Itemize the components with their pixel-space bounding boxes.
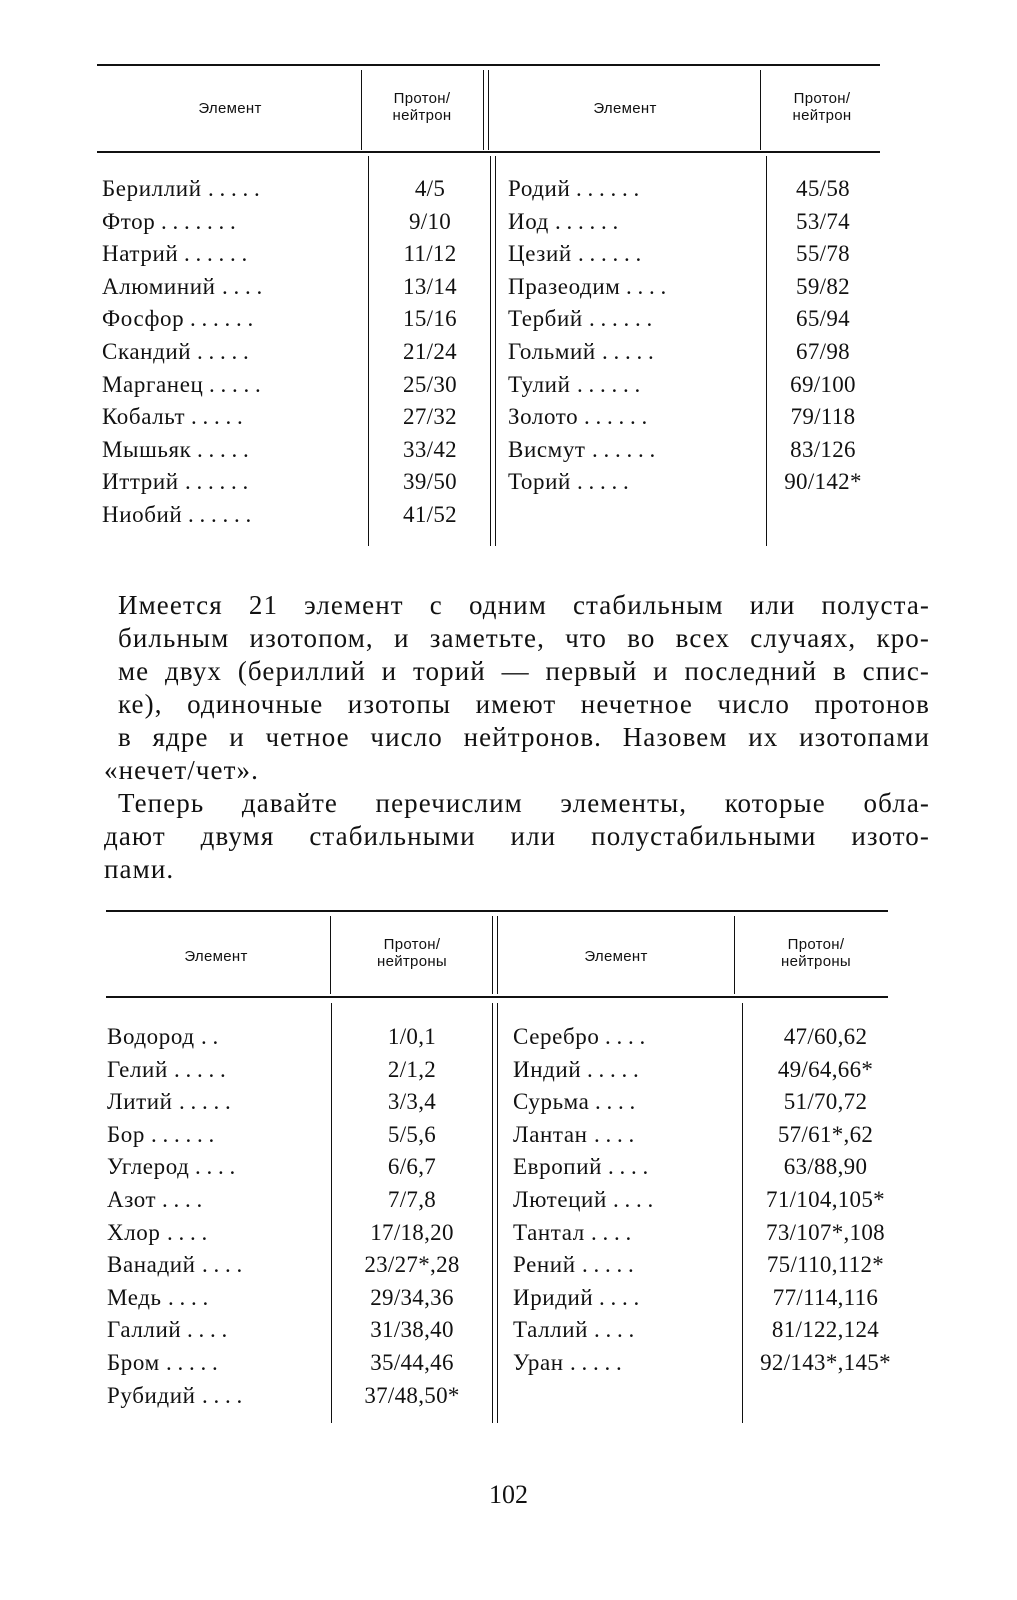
element-name: Тербий — [508, 306, 583, 332]
element-name: Медь — [107, 1284, 162, 1310]
proton-neutron-value: 5/5,6 — [387, 1121, 437, 1147]
leader-dots: . . . . . . — [584, 404, 648, 430]
table-row — [107, 1380, 492, 1413]
text-line: «нечет/чет». — [104, 755, 259, 785]
element-name: Фосфор — [102, 306, 185, 332]
element-name: Таллий — [513, 1317, 589, 1343]
table-row — [107, 1347, 492, 1380]
leader-dots: . . . . . . — [578, 241, 642, 267]
element-name: Уран — [513, 1349, 564, 1375]
leader-dots: . . . . — [202, 1382, 243, 1408]
leader-dots: . . . . — [594, 1317, 635, 1343]
element-name: Литий — [107, 1089, 173, 1115]
text-line: Теперь давайте перечислим элементы, которые обла- — [118, 788, 930, 818]
table-row — [107, 1054, 492, 1087]
element-name: Серебро — [513, 1024, 600, 1049]
leader-dots: . . . . . — [209, 371, 261, 397]
leader-dots: . . . . . . . — [161, 208, 236, 234]
proton-neutron-value: 21/24 — [403, 338, 457, 364]
leader-dots: . . . . . — [602, 338, 654, 364]
leader-dots: . . . . — [167, 1219, 208, 1245]
leader-dots: . . . . . . — [190, 306, 254, 332]
table-row — [513, 1347, 913, 1380]
proton-neutron-value: 55/78 — [796, 241, 850, 267]
element-name: Гольмий — [508, 338, 596, 364]
column-header-element: Элемент — [584, 947, 648, 965]
leader-dots: . . . . — [222, 273, 263, 299]
leader-dots: . . . . . . — [577, 371, 641, 397]
leader-dots: . . . . — [613, 1186, 654, 1212]
leader-dots: . . . . — [202, 1252, 243, 1278]
column-header-ratio: Протон/ нейтроны — [376, 936, 448, 970]
proton-neutron-value: 83/126 — [790, 436, 856, 462]
leader-dots: . . . . — [195, 1154, 236, 1180]
proton-neutron-value: 7/7,8 — [387, 1186, 437, 1212]
element-name: Марганец — [102, 371, 204, 397]
proton-neutron-value: 4/5 — [414, 176, 446, 201]
proton-neutron-value: 29/34,36 — [370, 1284, 454, 1310]
proton-neutron-value: 3/3,4 — [387, 1089, 437, 1115]
element-name: Лютеций — [513, 1186, 607, 1212]
element-name: Бор — [107, 1121, 146, 1147]
element-name: Бериллий — [102, 176, 202, 201]
proton-neutron-value: 11/12 — [403, 241, 457, 267]
leader-dots: . . . . . . — [185, 469, 249, 495]
leader-dots: . . . . . — [577, 469, 629, 495]
table-row — [107, 1151, 492, 1184]
table-left-rows — [107, 1021, 492, 1412]
leader-dots: . . . . . — [174, 1056, 226, 1082]
proton-neutron-value: 17/18,20 — [370, 1219, 454, 1245]
table-top-rule — [106, 910, 888, 912]
leader-dots: . . . . . . — [589, 306, 653, 332]
proton-neutron-value: 77/114,116 — [772, 1284, 879, 1310]
element-name: Висмут — [508, 436, 586, 462]
leader-dots: . . . . . . — [576, 176, 640, 201]
table-row — [107, 1086, 492, 1119]
leader-dots: . . . . . — [166, 1349, 218, 1375]
table-row — [513, 1086, 913, 1119]
proton-neutron-value: 53/74 — [796, 208, 850, 234]
proton-neutron-value: 63/88,90 — [783, 1154, 868, 1180]
table-row — [513, 1314, 913, 1347]
element-name: Азот — [107, 1186, 157, 1212]
table-row — [107, 1314, 492, 1347]
leader-dots: . . . . . — [191, 404, 243, 430]
leader-dots: . . . . — [595, 1089, 636, 1115]
table-row — [513, 1184, 913, 1217]
element-name: Галлий — [107, 1317, 182, 1343]
element-name: Алюминий — [102, 273, 216, 299]
element-name: Рубидий — [107, 1382, 196, 1408]
table-row — [513, 1151, 913, 1184]
proton-neutron-value: 73/107*,108 — [766, 1219, 885, 1245]
leader-dots: . . . . — [594, 1121, 635, 1147]
leader-dots: . . . . . . — [592, 436, 656, 462]
element-name: Углерод — [107, 1154, 190, 1180]
leader-dots: . . — [201, 1024, 219, 1049]
column-divider — [734, 916, 735, 994]
table-header-rule — [106, 996, 888, 998]
proton-neutron-value: 57/61*,62 — [777, 1121, 874, 1147]
proton-neutron-value: 31/38,40 — [370, 1317, 454, 1343]
proton-neutron-value: 35/44,46 — [370, 1349, 454, 1375]
column-header-ratio: Протон/ нейтрон — [792, 90, 852, 124]
text-line: ке), одиночные изотопы имеют нечетное число протонов — [118, 689, 930, 719]
proton-neutron-value: 69/100 — [790, 371, 856, 397]
text-line: Имеется 21 элемент с одним стабильным или полуста- — [118, 590, 930, 620]
proton-neutron-value: 1/0,1 — [387, 1024, 437, 1049]
leader-dots: . . . . . . — [184, 241, 248, 267]
leader-dots: . . . . . — [197, 436, 249, 462]
proton-neutron-value: 90/142* — [784, 469, 862, 495]
page-number: 102 — [489, 1480, 528, 1509]
element-name: Водород — [107, 1024, 195, 1049]
element-name: Европий — [513, 1154, 603, 1180]
proton-neutron-value: 75/110,112* — [766, 1252, 885, 1278]
leader-dots: . . . . . — [570, 1349, 622, 1375]
column-divider — [330, 916, 331, 994]
proton-neutron-value: 59/82 — [796, 273, 850, 299]
element-name: Тулий — [508, 371, 571, 397]
leader-dots: . . . . . . — [188, 501, 252, 527]
table-row — [107, 1249, 492, 1282]
proton-neutron-value: 25/30 — [403, 371, 457, 397]
text-line: пами. — [104, 854, 175, 884]
element-name: Золото — [508, 404, 579, 430]
proton-neutron-value: 51/70,72 — [783, 1089, 868, 1115]
table-right-rows — [513, 1021, 913, 1380]
table-row — [107, 1184, 492, 1217]
table-row — [107, 1282, 492, 1315]
table-row — [107, 1119, 492, 1152]
leader-dots: . . . . . . — [555, 208, 619, 234]
element-name: Иридий — [513, 1284, 594, 1310]
table-row — [513, 1217, 913, 1250]
column-header-ratio: Протон/ нейтроны — [780, 936, 852, 970]
proton-neutron-value: 15/16 — [403, 306, 457, 332]
leader-dots: . . . . — [605, 1024, 646, 1049]
leader-dots: . . . . . — [587, 1056, 639, 1082]
element-name: Родий — [508, 176, 571, 201]
column-header-element: Элемент — [198, 99, 262, 117]
proton-neutron-value: 27/32 — [403, 404, 457, 430]
element-name: Торий — [508, 469, 571, 495]
leader-dots: . . . . — [187, 1317, 228, 1343]
element-name: Бром — [107, 1349, 160, 1375]
text-line: в ядре и четное число нейтронов. Назовем их изотопами — [118, 722, 930, 752]
proton-neutron-value: 71/104,105* — [766, 1186, 885, 1212]
proton-neutron-value: 37/48,50* — [364, 1382, 460, 1408]
table-row — [513, 1119, 913, 1152]
leader-dots: . . . . . — [208, 176, 260, 201]
proton-neutron-value: 13/14 — [403, 273, 457, 299]
element-name: Цезий — [508, 241, 572, 267]
proton-neutron-value: 67/98 — [796, 338, 850, 364]
leader-dots: . . . . — [168, 1284, 209, 1310]
table-row — [513, 1054, 913, 1087]
proton-neutron-value: 23/27*,28 — [364, 1252, 460, 1278]
element-name: Сурьма — [513, 1089, 590, 1115]
element-name: Хлор — [107, 1219, 161, 1245]
proton-neutron-value: 92/143*,145* — [760, 1349, 891, 1375]
element-name: Фтор — [102, 208, 156, 234]
element-name: Празеодим — [508, 273, 621, 299]
text-line: ме двух (бериллий и торий — первый и последний в спис- — [118, 656, 930, 686]
element-name: Мышьяк — [102, 436, 192, 462]
leader-dots: . . . . — [599, 1284, 640, 1310]
column-header-element: Элемент — [593, 99, 657, 117]
element-name: Индий — [513, 1056, 582, 1082]
element-name: Натрий — [102, 241, 179, 267]
proton-neutron-value: 9/10 — [408, 208, 452, 234]
element-name: Рений — [513, 1252, 576, 1278]
column-divider-double — [492, 1003, 498, 1423]
proton-neutron-value: 2/1,2 — [387, 1056, 437, 1082]
element-name: Ниобий — [102, 501, 183, 527]
proton-neutron-value: 45/58 — [796, 176, 850, 201]
column-header-ratio: Протон/ нейтрон — [392, 90, 452, 124]
table-row — [513, 1282, 913, 1315]
element-name: Ванадий — [107, 1252, 196, 1278]
element-name: Лантан — [513, 1121, 588, 1147]
proton-neutron-value: 49/64,66* — [777, 1056, 874, 1082]
proton-neutron-value: 39/50 — [403, 469, 457, 495]
leader-dots: . . . . . — [179, 1089, 231, 1115]
element-name: Кобальт — [102, 404, 186, 430]
column-header-element: Элемент — [184, 947, 248, 965]
element-name: Иттрий — [102, 469, 179, 495]
leader-dots: . . . . — [608, 1154, 649, 1180]
element-name: Тантал — [513, 1219, 585, 1245]
table-row — [513, 1021, 913, 1054]
table-row — [107, 1217, 492, 1250]
proton-neutron-value: 79/118 — [790, 404, 856, 430]
leader-dots: . . . . — [626, 273, 667, 299]
text-line: бильным изотопом, и заметьте, что во всех случаях, кро- — [118, 623, 930, 653]
proton-neutron-value: 65/94 — [796, 306, 850, 332]
leader-dots: . . . . . — [582, 1252, 634, 1278]
table-row — [513, 1249, 913, 1282]
proton-neutron-value: 81/122,124 — [771, 1317, 880, 1343]
leader-dots: . . . . — [162, 1186, 203, 1212]
leader-dots: . . . . . . — [151, 1121, 215, 1147]
element-name: Скандий — [102, 338, 192, 364]
proton-neutron-value: 47/60,62 — [783, 1024, 868, 1049]
leader-dots: . . . . — [591, 1219, 632, 1245]
element-name: Гелий — [107, 1056, 168, 1082]
proton-neutron-value: 41/52 — [403, 501, 457, 527]
proton-neutron-value: 6/6,7 — [387, 1154, 437, 1180]
proton-neutron-value: 33/42 — [403, 436, 457, 462]
text-line: дают двумя стабильными или полустабильными изото- — [104, 821, 930, 851]
table-row — [107, 1021, 492, 1054]
element-name: Иод — [508, 208, 549, 234]
leader-dots: . . . . . — [197, 338, 249, 364]
